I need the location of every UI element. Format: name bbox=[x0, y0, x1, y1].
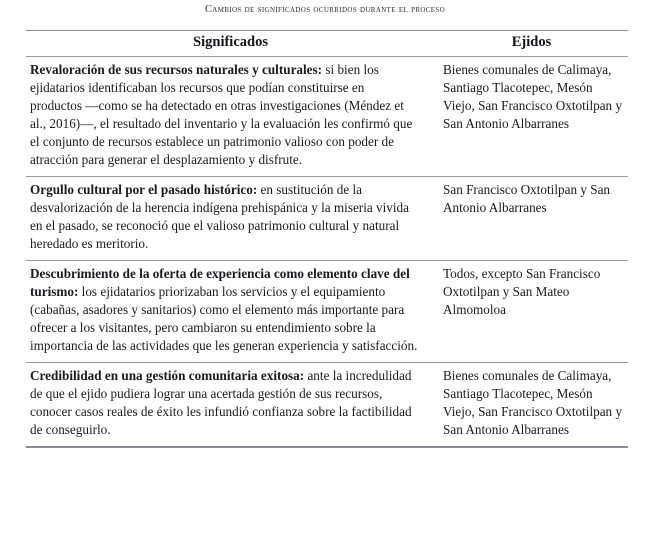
table-row bbox=[26, 177, 628, 261]
column-header-significados: Significados bbox=[26, 31, 435, 57]
significado-lead-in: Orgullo cultural por el pasado histórico: bbox=[30, 182, 258, 198]
table-caption: Cambios de significados ocurridos durante el proceso bbox=[204, 4, 446, 15]
significado-lead-in: Descubrimiento de la oferta de experiencia como elemento clave del turismo: bbox=[30, 266, 410, 300]
table-row bbox=[26, 57, 628, 177]
cell-significados bbox=[26, 57, 435, 177]
cell-significados bbox=[26, 177, 435, 261]
table-row bbox=[26, 363, 628, 448]
significado-body: si bien los ejidatarios identificaban los recursos que podían constituirse en productos —como se ha detectado en otras investigaciones (Méndez et al., 2016)—, el resultado del inventario y la evaluación les confirmó que el conjunto de recursos establece un patrimonio valioso con poder de atracción para generar el desplazamiento y disfrute. bbox=[30, 62, 413, 168]
cell-significados bbox=[26, 363, 435, 448]
cell-ejidos: Todos, excepto San Francisco Oxtotilpan y San Mateo Almomoloa bbox=[435, 261, 628, 363]
significado-lead-in: Credibilidad en una gestión comunitaria exitosa: bbox=[30, 368, 305, 384]
column-header-ejidos: Ejidos bbox=[435, 31, 628, 57]
table-row bbox=[26, 261, 628, 363]
cell-ejidos: Bienes comunales de Calimaya, Santiago Tlacotepec, Mesón Viejo, San Francisco Oxtotilpan y San Antonio Albarranes bbox=[435, 363, 628, 448]
cell-significados bbox=[26, 261, 435, 363]
cell-ejidos: San Francisco Oxtotilpan y San Antonio Albarranes bbox=[435, 177, 628, 261]
table-header bbox=[26, 31, 628, 57]
significado-body: ante la incredulidad de que el ejido pudiera lograr una acertada gestión de sus recursos, conocer casos reales de éxito les infundió confianza sobre la factibilidad de conseguirlo. bbox=[30, 368, 412, 438]
significado-lead-in: Revaloración de sus recursos naturales y culturales: bbox=[30, 62, 323, 77]
table-body bbox=[26, 57, 628, 448]
significado-body: los ejidatarios priorizaban los servicios y el equipamiento (cabañas, asadores y sanitarios) como el elemento más importante para ofrecer a los visitantes, pero cambiaron su entendimiento sobre la importancia de las actividades que les generan experiencia y satisfacción. bbox=[30, 284, 418, 354]
changes-of-meaning-table bbox=[26, 30, 628, 448]
table-header-row bbox=[26, 31, 628, 57]
cell-ejidos: Bienes comunales de Calimaya, Santiago Tlacotepec, Mesón Viejo, San Francisco Oxtotilpan y San Antonio Albarranes bbox=[435, 57, 628, 177]
significado-body: en sustitución de la desvalorización de la herencia indígena prehispánica y la miseria vivida en el pasado, se reconoció que el valioso patrimonio cultural y natural heredado es meritorio. bbox=[30, 182, 409, 252]
